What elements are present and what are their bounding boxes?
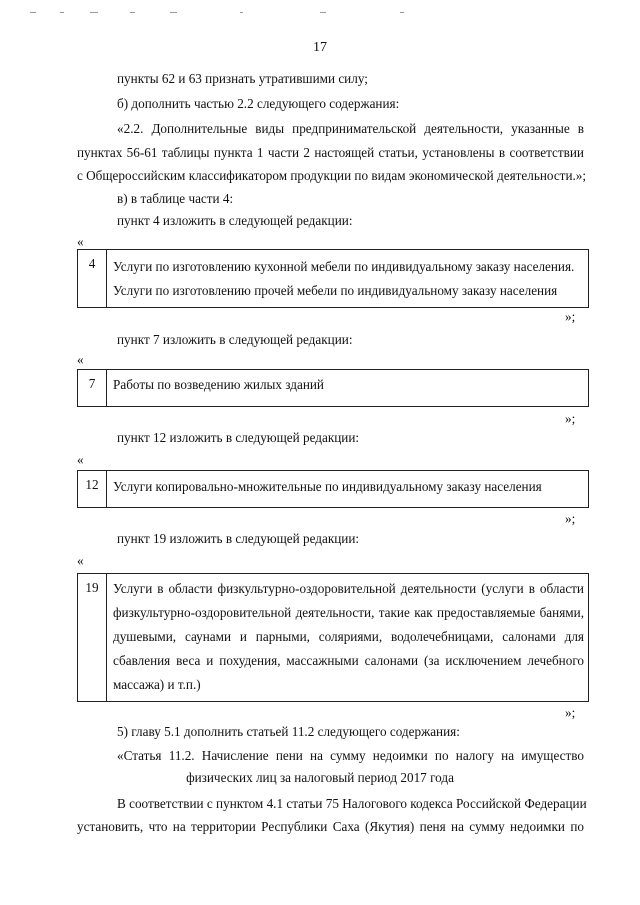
close-quote: »; bbox=[565, 411, 576, 426]
article-heading bbox=[117, 748, 584, 764]
paragraph-line: «2.2. Дополнительные виды предпринимательской деятельности, указанные в bbox=[117, 121, 584, 136]
table-row-number: 4 bbox=[78, 250, 107, 308]
open-quote: « bbox=[77, 452, 84, 467]
scan-artifact bbox=[20, 10, 520, 16]
paragraph: 5) главу 5.1 дополнить статьей 11.2 следующего содержания: bbox=[117, 724, 460, 739]
paragraph: с Общероссийским классификатором продукции по видам экономической деятельности.»; bbox=[77, 168, 587, 183]
table-line: физкультурно-оздоровительной деятельности, такие как предоставляемые банями, bbox=[113, 605, 584, 620]
open-quote: « bbox=[77, 352, 84, 367]
table-item-4 bbox=[77, 249, 589, 308]
table-line: Услуги по изготовлению прочей мебели по индивидуальному заказу населения bbox=[113, 283, 558, 298]
table-line: Услуги по изготовлению кухонной мебели по индивидуальному заказу населения. bbox=[113, 259, 575, 274]
paragraph: б) дополнить частью 2.2 следующего содержания: bbox=[117, 96, 400, 111]
table-row-text bbox=[107, 250, 589, 308]
close-quote: »; bbox=[565, 511, 576, 526]
table-item-19 bbox=[77, 573, 589, 702]
table-line: сбавления веса и похудения, массажными салонами (за исключением лечебного bbox=[113, 653, 584, 668]
paragraph: пункты 62 и 63 признать утратившими силу; bbox=[117, 71, 368, 86]
open-quote: « bbox=[77, 234, 84, 249]
page-number: 17 bbox=[313, 40, 327, 55]
table-row-number: 7 bbox=[78, 370, 107, 407]
paragraph-justified bbox=[77, 819, 584, 835]
paragraph-line: установить, что на территории Республики Саха (Якутия) пеня на сумму недоимки по bbox=[77, 819, 584, 834]
table-row-text bbox=[107, 370, 589, 407]
open-quote: « bbox=[77, 553, 84, 568]
paragraph-justified bbox=[117, 121, 584, 137]
table-line: Услуги в области физкультурно-оздоровительной деятельности (услуги в области bbox=[113, 581, 584, 596]
paragraph: пункт 12 изложить в следующей редакции: bbox=[117, 430, 360, 445]
paragraph: пункт 19 изложить в следующей редакции: bbox=[117, 531, 360, 546]
table-line: душевыми, саунами и парными, соляриями, водолечебницами, салонами для bbox=[113, 629, 584, 644]
close-quote: »; bbox=[565, 705, 576, 720]
table-line: Услуги копировально-множительные по индивидуальному заказу населения bbox=[113, 479, 542, 494]
table-item-12 bbox=[77, 470, 589, 508]
table-row-text bbox=[107, 471, 589, 508]
article-heading-line-2: физических лиц за налоговый период 2017 года bbox=[186, 770, 454, 785]
paragraph: в) в таблице части 4: bbox=[117, 191, 234, 206]
table-row-text bbox=[107, 574, 589, 702]
table-item-7 bbox=[77, 369, 589, 407]
paragraph-line: пунктах 56-61 таблицы пункта 1 части 2 настоящей статьи, установлены в соответствии bbox=[77, 145, 584, 160]
table-line: Работы по возведению жилых зданий bbox=[113, 377, 324, 392]
paragraph-justified bbox=[77, 145, 584, 161]
paragraph-justified bbox=[117, 796, 587, 812]
table-row-number: 19 bbox=[78, 574, 107, 702]
table-row-number: 12 bbox=[78, 471, 107, 508]
table-line: массажа) и т.п.) bbox=[113, 677, 201, 692]
paragraph-line: В соответствии с пунктом 4.1 статьи 75 Налогового кодекса Российской Федерации bbox=[117, 796, 587, 811]
paragraph: пункт 4 изложить в следующей редакции: bbox=[117, 213, 353, 228]
close-quote: »; bbox=[565, 309, 576, 324]
article-heading-line: «Статья 11.2. Начисление пени на сумму недоимки по налогу на имущество bbox=[117, 748, 584, 763]
paragraph: пункт 7 изложить в следующей редакции: bbox=[117, 332, 353, 347]
